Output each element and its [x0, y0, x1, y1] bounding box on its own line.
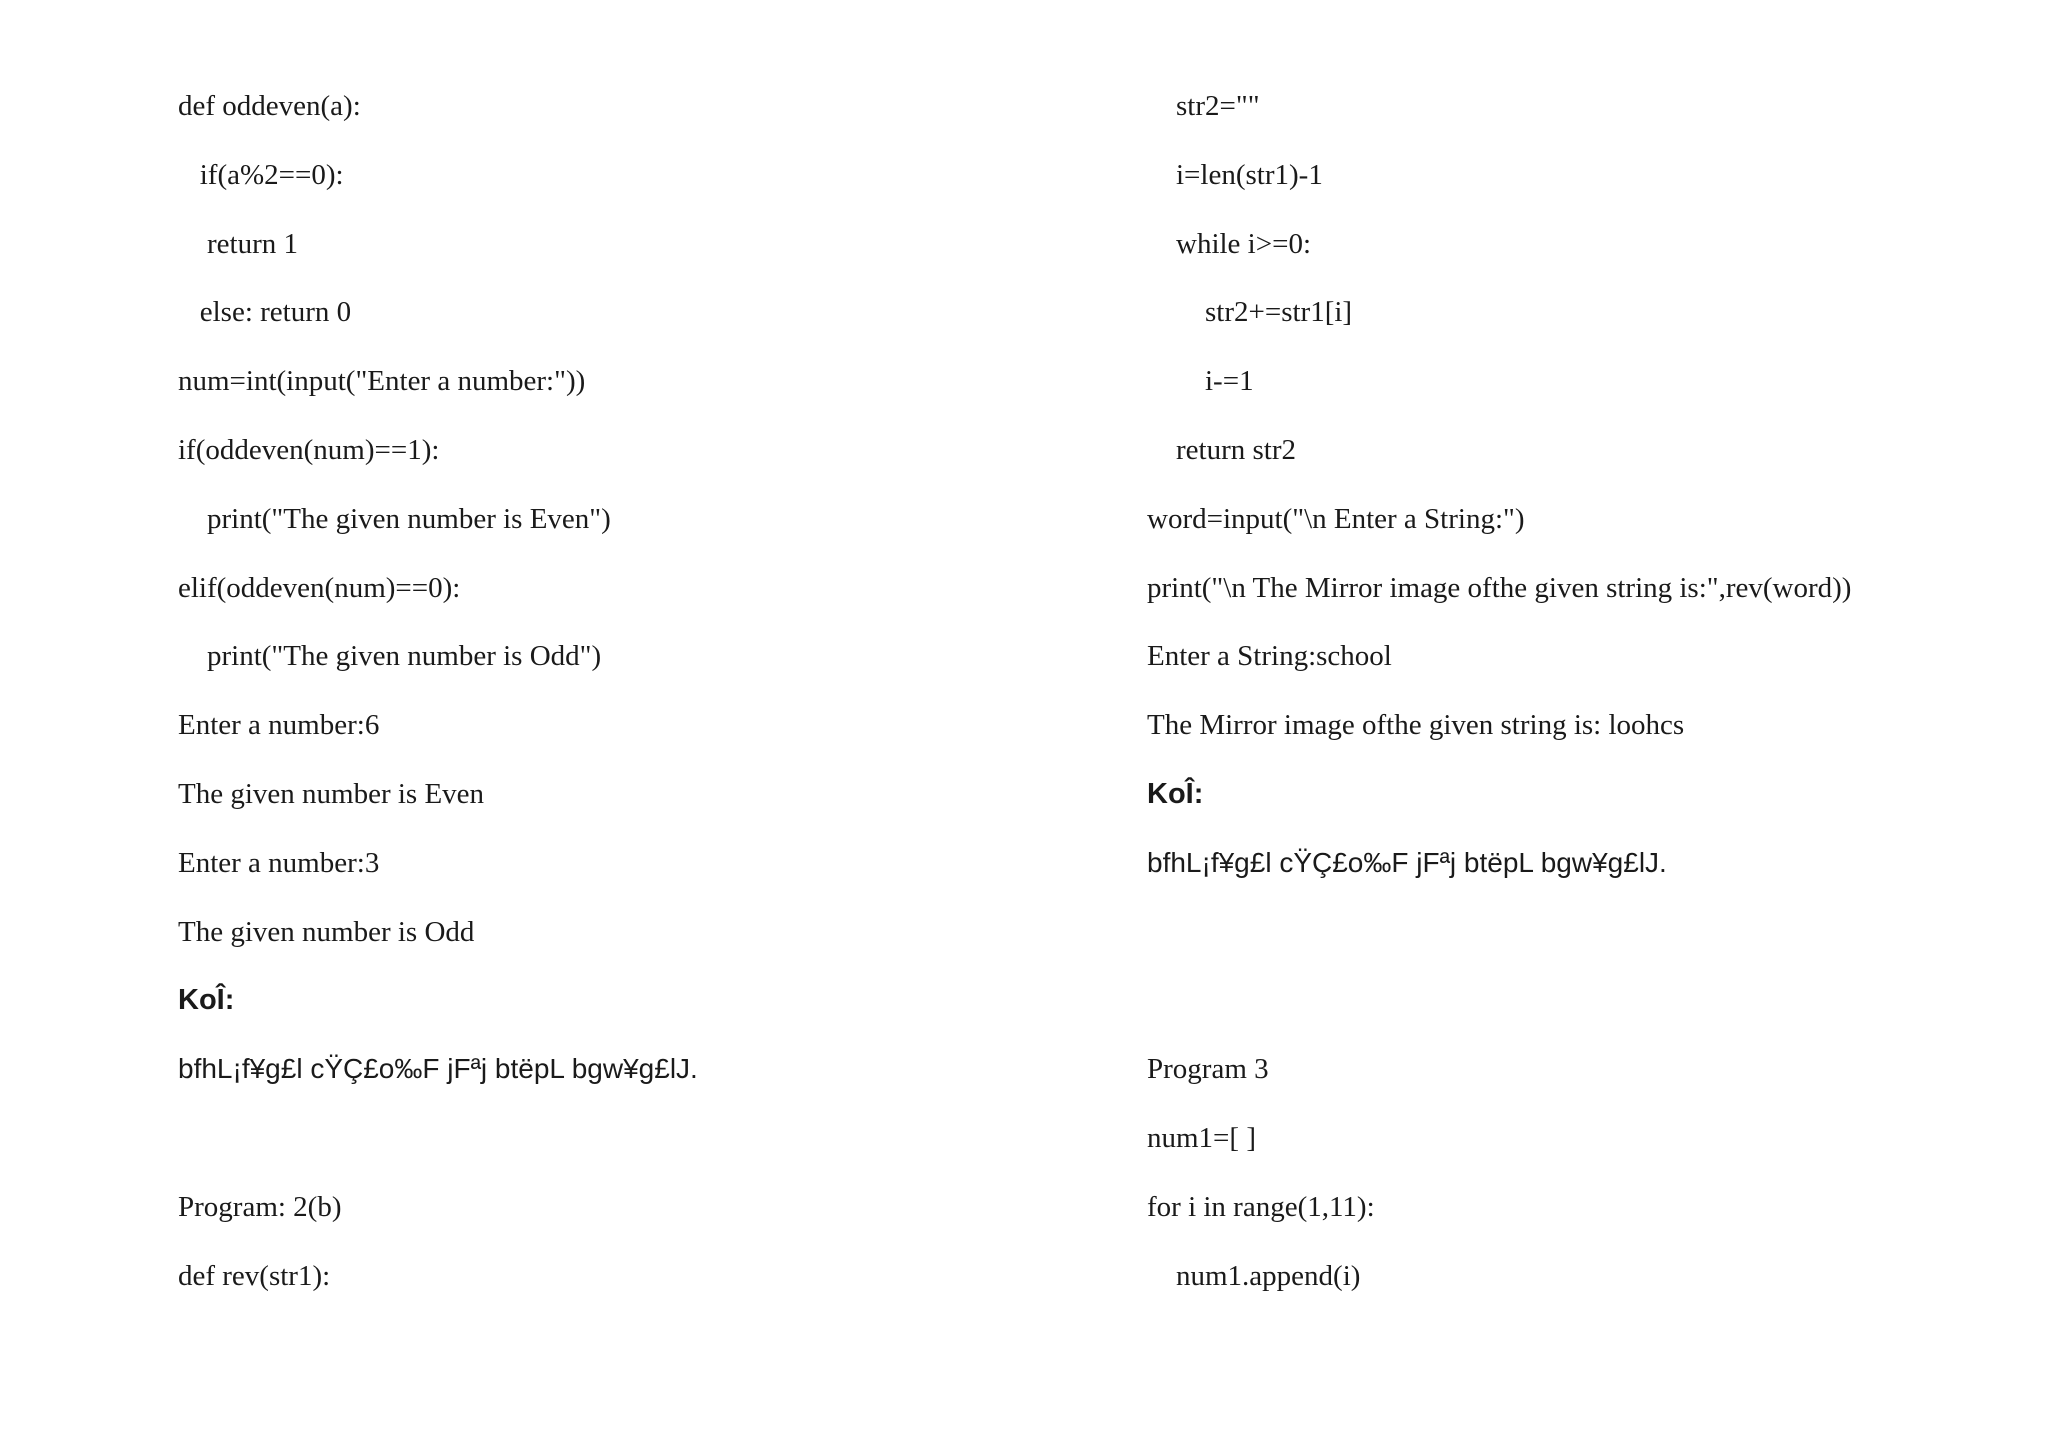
- code-line: while i>=0:: [1147, 227, 1312, 260]
- output-line: Enter a number:3: [178, 846, 380, 879]
- blank-line: [1147, 898, 2027, 967]
- code-line: word=input("\n Enter a String:"): [1147, 502, 1525, 535]
- output-line: The given number is Odd: [178, 915, 475, 948]
- code-line: str2+=str1[i]: [1147, 296, 1353, 329]
- result-text: bfhL¡f¥g£l cŸÇ£o‰F jFªj btëpL bgw¥g£lJ.: [178, 1053, 698, 1085]
- code-line: else: return 0: [178, 296, 352, 329]
- code-line: if(a%2==0):: [178, 158, 344, 191]
- code-line: def rev(str1):: [178, 1259, 331, 1292]
- code-line: for i in range(1,11):: [1147, 1190, 1375, 1223]
- result-text: bfhL¡f¥g£l cŸÇ£o‰F jFªj btëpL bgw¥g£lJ.: [1147, 846, 1667, 878]
- output-line: Enter a number:6: [178, 709, 380, 742]
- result-heading: KoÎ:: [1147, 777, 1204, 810]
- code-line: str2="": [1147, 90, 1260, 122]
- code-line: num1.append(i): [1147, 1259, 1361, 1292]
- output-line: The given number is Even: [178, 777, 485, 810]
- code-line: print("\n The Mirror image ofthe given string is:",rev(word)): [1147, 571, 1852, 604]
- code-line: num=int(input("Enter a number:")): [178, 365, 586, 398]
- output-line: Enter a String:school: [1147, 640, 1392, 673]
- code-line: i=len(str1)-1: [1147, 158, 1323, 191]
- left-column: [178, 72, 1078, 1310]
- code-line: return str2: [1147, 433, 1296, 466]
- code-line: num1=[ ]: [1147, 1121, 1256, 1154]
- output-line: The Mirror image ofthe given string is: loohcs: [1147, 709, 1685, 742]
- result-heading: KoÎ:: [178, 984, 235, 1017]
- code-line: print("The given number is Even"): [178, 502, 611, 535]
- code-line: print("The given number is Odd"): [178, 640, 602, 673]
- program-title: Program 3: [1147, 1053, 1269, 1086]
- code-line: def oddeven(a):: [178, 90, 361, 122]
- code-line: i-=1: [1147, 365, 1254, 398]
- blank-line: [1147, 966, 2027, 1035]
- blank-line: [178, 1104, 1078, 1173]
- code-line: return 1: [178, 227, 298, 260]
- right-column: [1147, 72, 2027, 1310]
- code-line: if(oddeven(num)==1):: [178, 433, 440, 466]
- program-title: Program: 2(b): [178, 1190, 342, 1223]
- code-line: elif(oddeven(num)==0):: [178, 571, 461, 604]
